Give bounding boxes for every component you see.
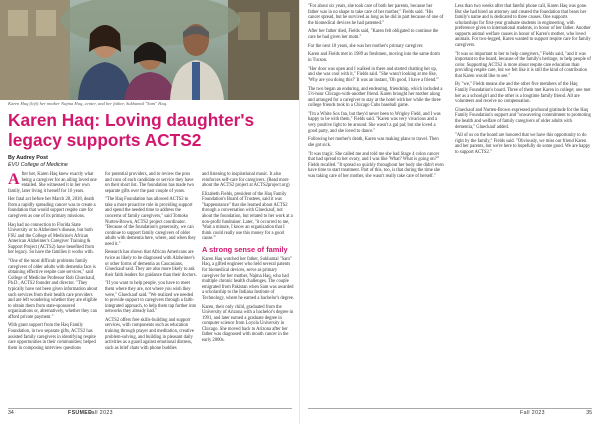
paragraph: "I'm a White Sox fan, but they'd never been to Wrigley Field, and I was happy to be with them," Fields said. "Karen was very vivacious and a very positive light to be around. She wasn't a gal pal; but she loved a good party, and she loved to dance." <box>308 111 441 134</box>
right-column-2 <box>455 4 591 159</box>
magazine-name: FSUMED <box>68 410 93 416</box>
paragraph: Glueckauf and Nurten-Brown expressed profound gratitude for the Haq Family Foundation's support and "unwavering commitment to promoting the health and welfare of family caregivers of older adults with dementia," Glueckauf added. <box>455 107 591 130</box>
left-column-1 <box>8 172 100 354</box>
paragraph: Karen Haq watched her father, Sukhamal "Sam" Haq, a gifted engineer who held several patents for biomedical devices, serve as primary caregiver for her mother, Najma Haq, who had multiple chronic health challenges. The couple emigrated from Pakistan when Sam was awarded a scholarship to the Indiana Institute of Technology, where he earned a bachelor's degree. <box>202 256 294 301</box>
right-footer <box>308 408 592 419</box>
paragraph: "If you want to help people, you have to meet them where they are, not where you wish they were," Glueckauf said. "We realized we needed to provide support to caregivers through a faith-integrated approach, to help them tap further into networks they already had." <box>105 281 197 315</box>
paragraph: "It was so important to her to help caregivers," Fields said, "and it was important to the board, because of the family's heritage, to help people of color. Supporting ACTS2 is more about respite care education than providing respite care, but we felt like it is still the kind of contribution that Karen would like to see." <box>455 51 591 79</box>
paragraph: Her fatal act before her March 28, 2018, death from a rapidly spreading cancer was to create a foundation that would support respite care for caregivers as one of its primary missions. <box>8 197 96 220</box>
right-column-1 <box>308 4 444 182</box>
paragraph: "For about six years, she took care of both her parents, because her father was in no shape to take care of her mother," Fields said. "His cancer spread, but he survived as long as he did in part because of one of the biomedical devices he had patented." <box>308 4 444 26</box>
paragraph: "All of us on the board are honored that we have this opportunity to do right by the family," Fields said. "Obviously, we miss our friend Karen and her parents, but we're here to hopefully do some good. We are happy to support ACTS2." <box>455 133 591 155</box>
paragraph: With grant support from the Haq Family Foundation, in two separate gifts, ACTS2 has assisted family caregivers in identifying respite care opportunities in their communities; helped them in composing interview questions <box>8 323 96 351</box>
page-number: 34 <box>8 410 14 416</box>
paragraph: ACTS2 offers free skills-building and support services, with components such as education training through prayer and meditation, creative problem-solving, and building in pleasant daily activities as a guard against emotional distress, such as brief chats with phone buddies <box>105 317 194 351</box>
right-page <box>300 0 600 424</box>
paragraph: After her father died, Fields said, "Karen felt obligated to continue the care he had given her mom." <box>308 29 439 40</box>
paragraph: The two began an enduring, and endearing, friendship, which included a 5½-hour Chicago-with-another friend. Karen brought her mother along and arranged for a caregiver to stay at the hotel with her while the three college friends took in a Chicago Cubs baseball game. <box>308 86 443 109</box>
byline-author: By Audrey Post <box>8 155 48 161</box>
byline-affiliation: EVU College of Medicine <box>8 161 68 168</box>
paragraph: Karen, their only child, graduated from the University of Arizona with a bachelor's degree in 1991, and later earned a graduate degree in computer science from Loyola University in Chicago. She moved back to Arizona after her father was diagnosed with mouth cancer in the early 2000s. <box>202 304 294 343</box>
paragraph-text: fter her, Karen Haq knew exactly what being a caregiver for an ailing loved one entailed. She witnessed it in her own family, later living it herself for 16 years. <box>8 172 97 194</box>
paragraph: "Her door was open and I walked in there and started chatting her up, and she was cool with it," Fields said. "She wasn't looking at me like, 'Why are you doing this?' It was an instant, 'Oh good, I have a friend.'" <box>308 66 440 83</box>
photo-caption: Karen Haq (left) her mother Najma Haq, center, and her father, Sukhamal "Sam" Haq. <box>8 101 168 106</box>
left-column-3 <box>202 172 294 347</box>
section-heading: A strong sense of family <box>202 244 288 254</box>
paragraph: for potential providers, and to review the pros and cons of each candidate or service they have on their short list. The foundation has made two separate gifts over the past couple of years. <box>105 172 194 194</box>
paragraph: "The Haq Foundation has allowed ACTS2 to take a more proactive role in providing support and spend the needed time to address the concerns of family caregivers," said Tomoko Nurten-Brown, ACTS2 project coordinator. "Because of the foundation's generosity, we can continue to support family caregivers of older adults with dementia here, where, and when they need it." <box>105 197 196 247</box>
left-column-2 <box>105 172 197 354</box>
left-footer <box>8 408 292 419</box>
issue-label: Fall 2023 <box>88 410 113 416</box>
paragraph: "One of the most difficult problems family caregivers of older adults with dementia face is obtaining effective respite care services," said College of Medicine Professor Rob Glueckauf, Ph.D., ACTS2 founder and director. "They typically have not been given information about such services from their health care providers and are left wondering whether they are eligible to obtain them from state-sponsored organizations or, alternatively, whether they can afford private payment." <box>8 259 98 320</box>
issue-label: Fall 2023 <box>520 410 545 416</box>
paragraph: and listening to inspirational music. It also reinforces self-care for caregivers. (Read more about the ACTS2 project at ACTS2project.org) <box>202 172 290 189</box>
article-headline: Karen Haq: Loving daughter's legacy supports ACTS2 <box>8 110 255 150</box>
paragraph: Elizabeth Fields, president of the Haq Family Foundation's Board of Trustees, said it was "happenstance" that she learned about ACTS2 through a conversation with Glueckauf, not about the foundation, but related to her work at a non-profit fundraiser. Later, "it occurred to me, 'Wait a minute, I know an organization that I think could really use this money for a good cause.'" <box>202 191 293 242</box>
paragraph: Less than two weeks after that fateful phone call, Karen Haq was gone. But she had hired an attorney and created the foundation that bears her family's name and is dedicated to three causes. One supports scholarships for first-year graduate students in engineering, with preference given to international students, in honor of her father. Another supports animal welfare causes in honor of Karen's mother, who loved animals. For two-legged, Karen wanted to support respite care for family caregivers. <box>455 4 591 48</box>
paragraph: Karen and Fields met in 1989 as freshmen, moving into the same dorm in Tucson. <box>308 52 440 63</box>
family-photo <box>0 0 300 100</box>
paragraph <box>8 172 100 194</box>
paragraph: Research has shown that African Americans are twice as likely to be diagnosed with Alzheimer's or other forms of dementia as Caucasians, Glueckauf said. They are also more likely to ask their faith leaders for guidance than their doctors. <box>105 250 197 278</box>
paragraph: Haq had no connection to Florida State University or to Alzheimer's disease, but both FSU and the College of Medicine's African American Alzheimer's Caregiver Training & Support Project (ACTS2) have benefited from her legacy. So have the families it works with. <box>8 222 94 256</box>
paragraph: For the next 10 years, she was her mother's primary caregiver. <box>308 43 424 49</box>
paragraph: By "we," Fields means she and the other five members of the Haq Family Foundation's board. Three of them met Karen in college; one met her as a schoolgirl and the other is a longtime family friend. All are volunteers and receive no compensation. <box>455 82 591 105</box>
page-number: 35 <box>586 410 592 416</box>
byline <box>8 155 68 169</box>
drop-cap: A <box>8 171 20 188</box>
paragraph: Following her mother's death, Karen was making plans to travel. Then she got sick. <box>308 137 439 148</box>
paragraph: "It was tragic. She called me and told me she had Stage 4 colon cancer that had spread to her ovary, and I was like 'What? What is going on?'" Fields recalled. "It spread so quickly throughout her body she didn't even have time to start treatment. Part of this, too, is that during the time she was taking care of her mother, she wasn't really take care of herself." <box>308 151 444 179</box>
